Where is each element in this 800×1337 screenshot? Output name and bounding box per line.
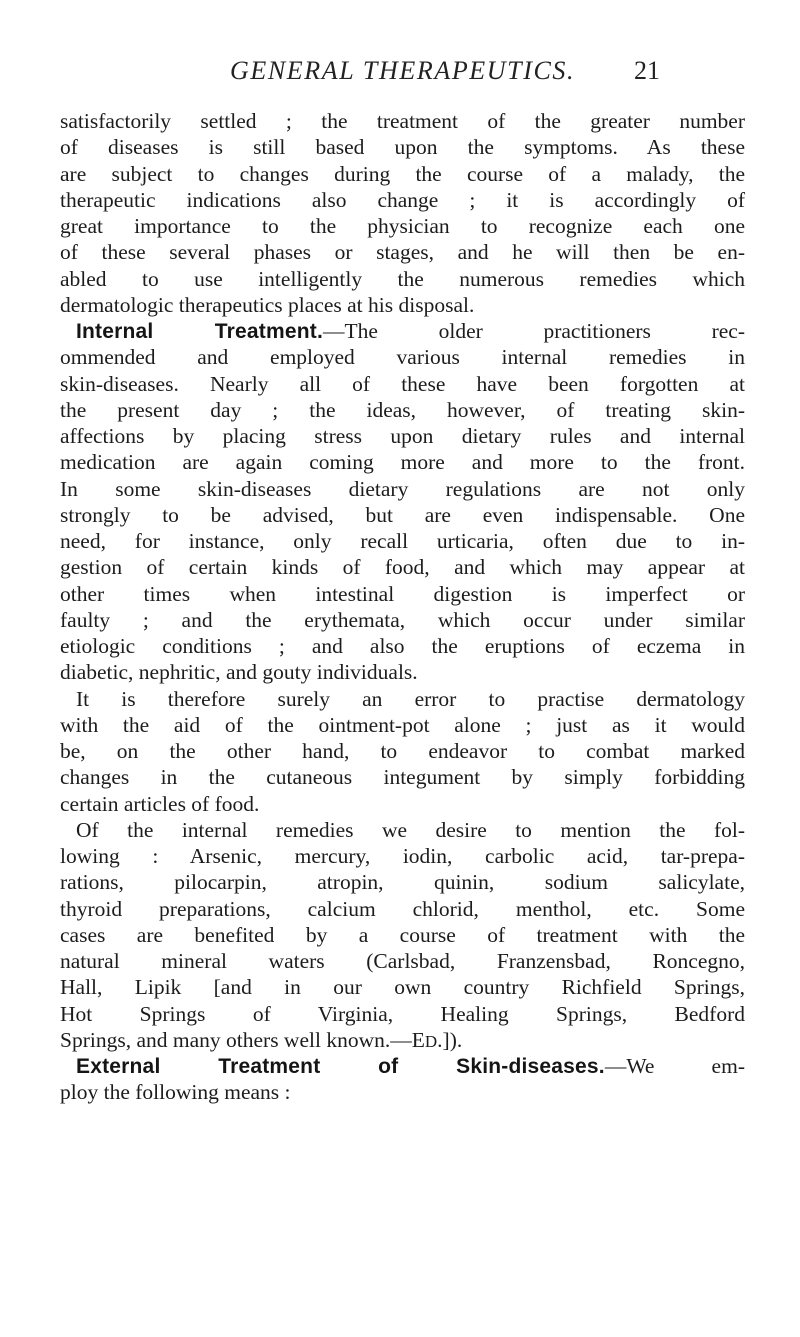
text-line [60,1027,745,1053]
text-line: rations, pilocarpin, atropin, quinin, sodium salicylate, [60,870,745,895]
text-line: ommended and employed various internal remedies in [60,345,745,370]
text-line: etiologic conditions ; and also the eruptions of eczema in [60,634,745,658]
text-line: with the aid of the ointment-pot alone ; just as it would [60,712,745,737]
text-line: natural mineral waters (Carlsbad, Franzensbad, Roncegno, [60,949,745,973]
text-line: of diseases is still based upon the symptoms. As these [60,135,745,160]
text-run: —We em- [604,1054,745,1078]
text-line [60,318,745,344]
text-line [60,1053,745,1079]
text-run: .]). [437,1027,463,1052]
text-line: be, on the other hand, to endeavor to combat marked [60,739,745,763]
text-line: cases are benefited by a course of treatment with the [60,922,745,947]
text-line: faulty ; and the erythemata, which occur under similar [60,607,745,632]
paragraph-3 [60,686,745,817]
section-heading-external-treatment: External Treatment of Skin-diseases. [76,1055,605,1078]
text-line: medication are again coming more and more to the front. [60,450,745,475]
text-run: —The older practitioners rec- [323,319,746,343]
text-line: changes in the cutaneous integument by simply forbidding [60,765,745,790]
page-number: 21 [634,56,660,85]
text-line: dermatologic therapeutics places at his disposal. [60,292,475,317]
text-line: skin-diseases. Nearly all of these have been forgotten at [60,371,745,396]
text-line: diabetic, nephritic, and gouty individuals. [60,660,418,685]
text-run: Springs, and many others well known.—E [60,1027,425,1052]
text-line: need, for instance, only recall urticaria, often due to in- [60,529,745,553]
running-head [230,56,660,88]
paragraph-internal-treatment [60,318,745,686]
text-line: Hot Springs of Virginia, Healing Springs, Bedford [60,1001,745,1026]
text-line: Hall, Lipik [and in our own country Richfield Springs, [60,975,745,1000]
text-line: In some skin-diseases dietary regulations are not only [60,476,745,501]
text-line: Of the internal remedies we desire to mention the fol- [76,817,745,842]
text-line: abled to use intelligently the numerous remedies which [60,266,745,291]
text-line: affections by placing stress upon dietary rules and internal [60,424,745,448]
body-text [60,108,745,1106]
text-line: It is therefore surely an error to practise dermatology [76,686,745,711]
text-line: strongly to be advised, but are even indispensable. One [60,502,745,527]
running-title: GENERAL THERAPEUTICS. [230,56,576,85]
text-line: are subject to changes during the course of a malady, the [60,161,745,186]
text-line: lowing : Arsenic, mercury, iodin, carbolic acid, tar-prepa- [60,844,745,868]
text-line: of these several phases or stages, and he will then be en- [60,240,745,265]
text-line: the present day ; the ideas, however, of treating skin- [60,397,745,422]
paragraph-4 [60,817,745,1053]
text-line: great importance to the physician to recognize each one [60,214,745,238]
text-line: certain articles of food. [60,791,260,816]
text-line: gestion of certain kinds of food, and which may appear at [60,555,745,580]
text-line: satisfactorily settled ; the treatment of the greater number [60,109,745,133]
text-run-small-caps: D [424,1031,438,1051]
text-line: thyroid preparations, calcium chlorid, menthol, etc. Some [60,896,745,921]
paragraph-1 [60,108,745,318]
text-line: other times when intestinal digestion is imperfect or [60,581,745,606]
paragraph-external-treatment [60,1053,745,1106]
text-line: therapeutic indications also change ; it is accordingly of [60,187,745,212]
text-line: ploy the following means : [60,1080,291,1105]
section-heading-internal-treatment: Internal Treatment. [76,320,323,343]
